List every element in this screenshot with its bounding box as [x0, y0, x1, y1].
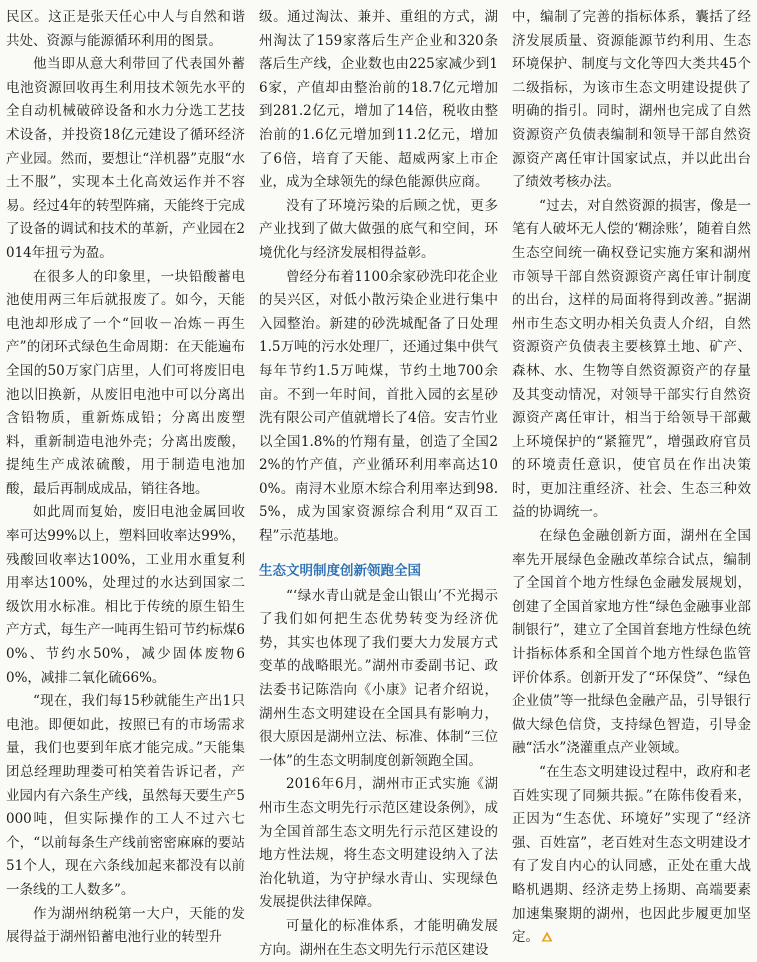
column-1	[6, 6, 245, 946]
article-end-icon	[541, 931, 553, 942]
paragraph: 在很多人的印象里，一块铅酸蓄电池使用两三年后就报废了。如今，天能电池却形成了一个“回收－冶炼－再生产”的闭环式绿色生命周期：在天能遍布全国的50万家门店里，人们可将废旧电池以旧换新，从废旧电池中可以分离出含铅物质，重新炼成铅；分离出废塑料，重新制造电池外壳；分离出废酸，提纯生产成浓硫酸，用于制造电池加酸，最后再制成成品，销往各地。	[6, 268, 245, 497]
column-2	[259, 6, 498, 958]
paragraph: 中，编制了完善的指标体系，囊括了经济发展质量、资源能源节约利用、生态环境保护、制度与文化等四大类共45个二级指标，为该市生态文明建设提供了明确的指引。同时，湖州也完成了自然资源资产负债表编制和领导干部自然资源资产离任审计国家试点，并以此出台了绩效考核办法。	[512, 9, 751, 191]
paragraph: 民区。这正是张天任心中人与自然和谐共处、资源与能源循环利用的图景。	[6, 9, 245, 49]
paragraph: 曾经分布着1100余家砂洗印花企业的吴兴区，对低小散污染企业进行集中入园整治。新建的砂洗城配备了日处理1.5万吨的污水处理厂，还通过集中供气每年节约1.5万吨煤，节约土地700余亩。不到一年时间，首批入园的玄星砂洗有限公司产值就增长了4倍。安吉竹业以全国1.8%的竹翔有量，创造了全国22%的竹产值，产业循环利用率高达100%。南浔木业原木综合利用率达到98.5%，成为国家资源综合利用“双百工程”示范基地。	[259, 268, 498, 545]
paragraph: 2016年6月，湖州市正式实施《湖州市生态文明先行示范区建设条例》，成为全国首部生态文明先行示范区建设的地方性法规，将生态文明建设纳入了法治化轨道，为守护绿水青山、实现绿色发展提供法律保障。	[259, 776, 498, 911]
paragraph: 在绿色金融创新方面，湖州在全国率先开展绿色金融改革综合试点，编制了全国首个地方性绿色金融发展规划，创建了全国首家地方性“绿色金融事业部制银行”，建立了全国首套地方性绿色统计指标体系和全国首个地方性绿色监管评价体系。创新开发了“环保贷”、“绿色企业债”等一批绿色金融产品，引导银行做大绿色信贷，支持绿色智造，引导金融“活水”浇灌重点产业领域。	[512, 528, 751, 757]
paragraph: 没有了环境污染的后顾之忧，更多产业找到了做大做强的底气和空间，环境优化与经济发展相得益彰。	[259, 197, 498, 261]
paragraph-text: “在生态文明建设过程中，政府和老百姓实现了同频共振。”在陈伟俊看来，正因为“生态优、环境好”实现了“经济强、百姓富”，老百姓对生态文明建设才有了发自内心的认同感，正处在重大战略机遇期、经济走势上扬期、高端要素加速集聚期的湖州，也因此步履更加坚定。	[512, 764, 751, 946]
paragraph: “现在，我们每15秒就能生产出1只电池。即便如此，按照已有的市场需求量，我们也要到年底才能完成。”天能集团总经理助理娄可柏笑着告诉记者，产业园内有六条生产线，虽然每天要生产5000吨，但实际操作的工人不过六七个，“以前每条生产线前密密麻麻的要站51个人，现在六条线加起来都没有以前一条线的工人数多”。	[6, 693, 245, 898]
final-paragraph	[512, 761, 751, 950]
column-3	[512, 6, 751, 946]
section-heading: 生态文明制度创新领跑全国	[259, 562, 421, 579]
paragraph: “‘绿水青山就是金山银山’不光揭示了我们如何把生态优势转变为经济优势，其实也体现了我们要大力发展方式变革的战略眼光。”湖州市委副书记、政法委书记陈浩向《小康》记者介绍说，湖州生态文明建设在全国具有影响力，很大原因是湖州立法、标准、体制“三位一体”的生态文明制度创新领跑全国。	[259, 587, 498, 769]
paragraph: 可量化的标准体系，才能明确发展方向。湖州在生态文明先行示范区建设	[259, 917, 498, 958]
article-columns	[6, 6, 751, 958]
paragraph: 如此周而复始，废旧电池金属回收率可达99%以上，塑料回收率达99%，残酸回收率达100%，工业用水重复利用率达100%，处理过的水达到国家二级饮用水标准。相比于传统的原生铅生产方式，每生产一吨再生铅可节约标煤60%、节约水50%，减少固体废物60%，减排二氧化硫66%。	[6, 504, 245, 686]
paragraph: “过去，对自然资源的损害，像是一笔有人破坏无人偿的‘糊涂账’，随着自然生态空间统一确权登记实施方案和湖州市领导干部自然资源资产离任审计制度的出台，这样的局面将得到改善。”据湖州市生态文明办相关负责人介绍，自然资源资产负债表主要核算土地、矿产、森林、水、生物等自然资源资产的存量及其变动情况，对领导干部实行自然资源资产离任审计，相当于给领导干部戴上环境保护的“紧箍咒”，增强政府官员的环境责任意识，使官员在作出决策时，更加注重经济、社会、生态三种效益的协调统一。	[512, 197, 751, 521]
paragraph: 作为湖州纳税第一大户，天能的发展得益于湖州铅蓄电池行业的转型升	[6, 905, 245, 946]
paragraph: 级。通过淘汰、兼并、重组的方式，湖州淘汰了159家落后生产企业和320条落后生产线，企业数也由225家减少到16家，产值却由整治前的18.7亿元增加到281.2亿元，增加了14倍，税收由整治前的1.6亿元增加到11.2亿元，增加了6倍，培育了天能、超威两家上市企业，成为全球领先的绿色能源供应商。	[259, 9, 498, 191]
paragraph: 他当即从意大利带回了代表国外蓄电池资源回收再生利用技术领先水平的全自动机械破碎设备和水力分选工艺技术设备，并投资18亿元建设了循环经济产业园。然而，要想让“洋机器”克服“水土不服”，实现本土化高效运作并不容易。经过4年的转型阵痛，天能终于完成了设备的调试和技术的革新，产业园在2014年扭亏为盈。	[6, 56, 245, 261]
